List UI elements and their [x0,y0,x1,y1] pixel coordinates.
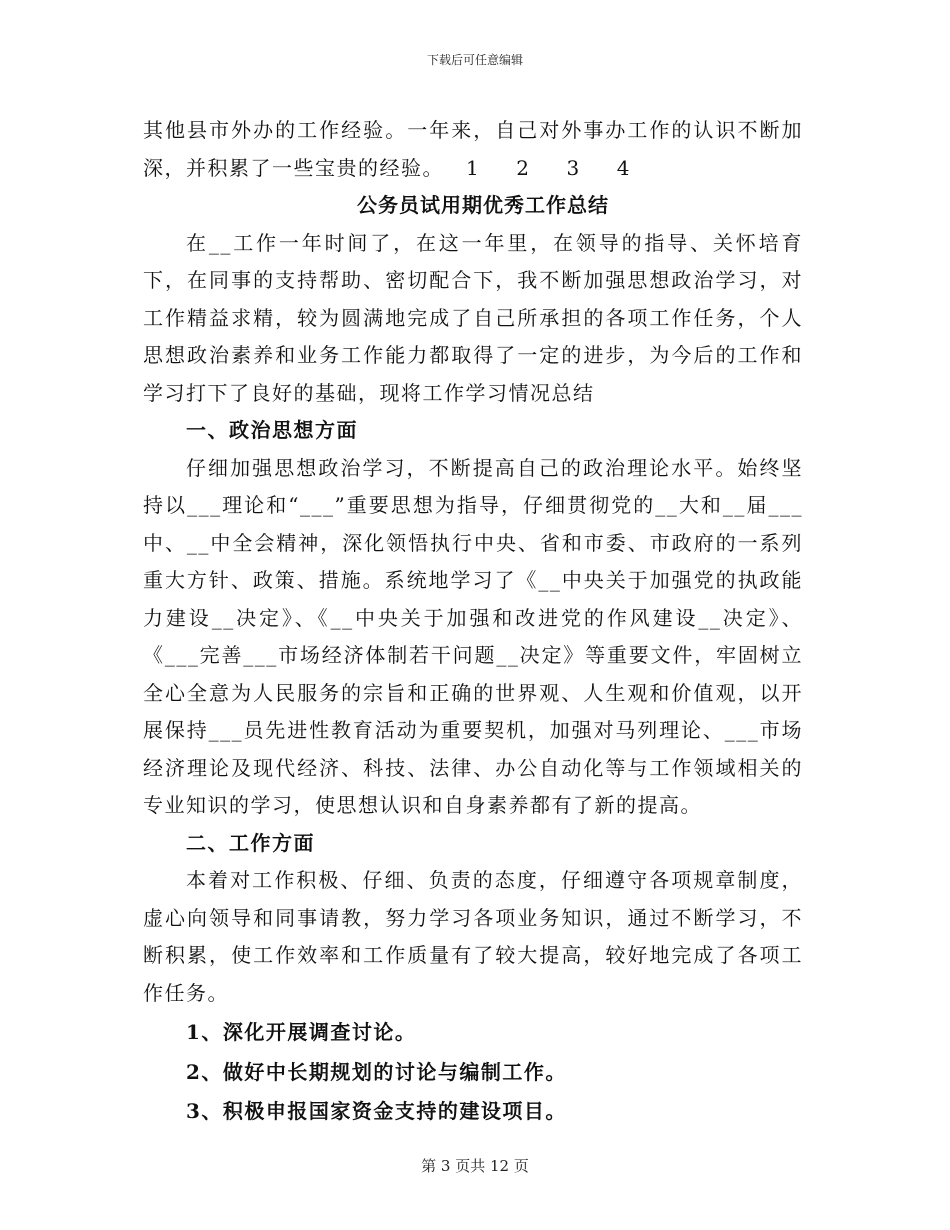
continuation-paragraph [143,112,803,187]
number-item: 2 [516,155,531,180]
number-item: 3 [566,155,581,180]
document-title: 公务员试用期优秀工作总结 [357,193,609,217]
list-item: 3、积极申报国家资金支持的建设项目。 [186,1099,567,1123]
document-body [143,112,803,1131]
continuation-text: 其他县市外办的工作经验。一年来，自己对外事办工作的认识不断加深，并积累了一些宝贵的经验。 [143,118,803,180]
section-heading-political: 一、政治思想方面 [186,418,358,442]
section-heading-work: 二、工作方面 [186,830,315,855]
number-item: 4 [616,155,631,180]
number-item: 1 [466,155,481,180]
page-footer: 第 3 页共 12 页 [421,1157,529,1175]
section-body-work: 本着对工作积极、仔细、负责的态度，仔细遵守各项规章制度，虚心向领导和同事请教，努力学习各项业务知识，通过不断学习，不断积累，使工作效率和工作质量有了较大提高，较好地完成了各项工作任务。 [143,868,803,1005]
page-header: 下载后可任意编辑 [426,53,523,67]
list-item: 2、做好中长期规划的讨论与编制工作。 [186,1059,567,1084]
section-body-political: 仔细加强思想政治学习，不断提高自己的政治理论水平。始终坚持以___理论和“___”重要思想为指导，仔细贯彻党的__大和__届___中、__中全会精神，深化领悟执行中央、省和市委、市政府的一系列重大方针、政策、措施。系统地学习了《__中央关于加强党的执政能力建设__决定》、《__中央关于加强和改进党的作风建设__决定》、《___完善___市场经济体制若干问题__决定》等重要文件，牢固树立全心全意为人民服务的宗旨和正确的世界观、人生观和价值观，以开展保持___员先进性教育活动为重要契机，加强对马列理论、___市场经济理论及现代经济、科技、法律、办公自动化等与工作领域相关的专业知识的学习，使思想认识和自身素养都有了新的提高。 [143,455,803,817]
number-sequence [466,150,667,188]
list-item: 1、深化开展调查讨论。 [186,1020,417,1044]
intro-paragraph: 在__工作一年时间了，在这一年里，在领导的指导、关怀培育下，在同事的支持帮助、密切配合下，我不断加强思想政治学习，对工作精益求精，较为圆满地完成了自己所承担的各项工作任务，个人思想政治素养和业务工作能力都取得了一定的进步，为今后的工作和学习打下了良好的基础，现将工作学习情况总结 [143,230,803,405]
